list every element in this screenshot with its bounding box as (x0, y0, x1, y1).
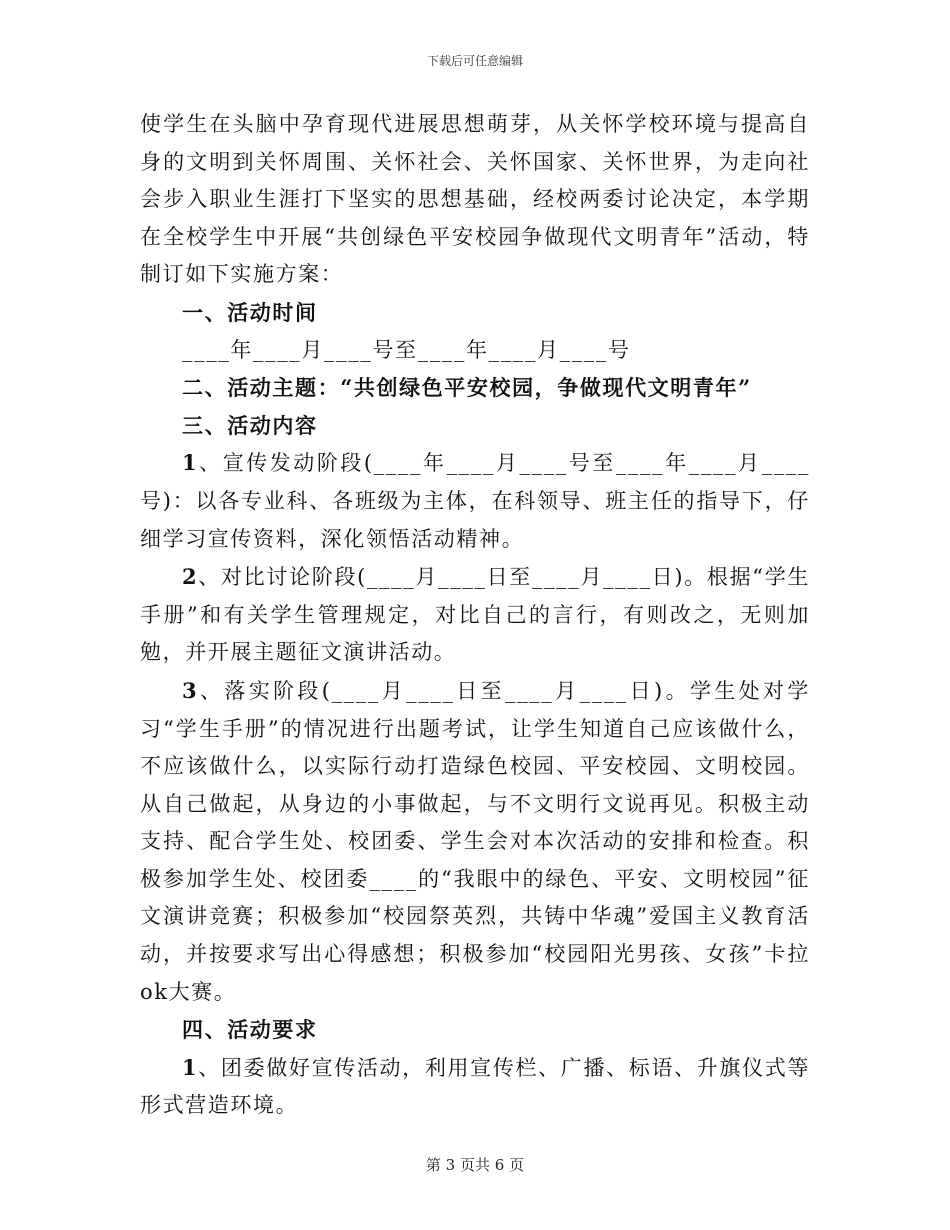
requirement-item-1 (140, 1049, 810, 1125)
page-header: 下载后可任意编辑 (426, 54, 523, 68)
section-heading-requirements: 四、活动要求 (182, 1017, 318, 1043)
content-item-2-text: 、对比讨论阶段(____月____日至____月____日)。根据“学生手册”和有关学生管理规定，对比自己的言行，有则改之，无则加勉，并开展主题征文演讲活动。 (140, 565, 810, 665)
document-body (140, 106, 810, 1125)
page-footer: 第 3 页共 6 页 (425, 1156, 525, 1174)
requirement-item-1-text: 、团委做好宣传活动，利用宣传栏、广播、标语、升旗仪式等形式营造环境。 (140, 1055, 810, 1118)
requirement-item-1-number: 1 (182, 1054, 199, 1080)
content-item-2 (140, 558, 810, 672)
section-heading-time: 一、活动时间 (182, 299, 318, 325)
content-item-3-number: 3 (182, 677, 199, 703)
intro-paragraph: 使学生在头脑中孕育现代进展思想萌芽，从关怀学校环境与提高自身的文明到关怀周围、关怀社会、关怀国家、关怀世界，为走向社会步入职业生涯打下坚实的思想基础，经校两委讨论决定，本学期在全校学生中开展“共创绿色平安校园争做现代文明青年”活动，特制订如下实施方案： (140, 112, 810, 287)
content-item-1-number: 1 (182, 450, 199, 476)
section-heading-theme: 二、活动主题：“共创绿色平安校园，争做现代文明青年” (182, 375, 752, 401)
content-item-3 (140, 672, 810, 1011)
content-item-2-number: 2 (182, 564, 199, 590)
content-item-1 (140, 444, 810, 558)
content-item-1-text: 、宣传发动阶段(____年____月____号至____年____月____号)：以各专业科、各班级为主体，在科领导、班主任的指导下，仔细学习宣传资料，深化领悟活动精神。 (140, 451, 810, 551)
section-heading-content: 三、活动内容 (182, 412, 318, 438)
content-item-3-text: 、落实阶段(____月____日至____月____日)。学生处对学习“学生手册”的情况进行出题考试，让学生知道自己应该做什么，不应该做什么，以实际行动打造绿色校园、平安校园、文明校园。从自己做起，从身边的小事做起，与不文明行文说再见。积极主动支持、配合学生处、校团委、学生会对本次活动的安排和检查。积极参加学生处、校团委____的“我眼中的绿色、平安、文明校园”征文演讲竞赛；积极参加“校园祭英烈，共铸中华魂”爱国主义教育活动，并按要求写出心得感想；积极参加“校园阳光男孩、女孩”卡拉ok大赛。 (140, 678, 810, 1004)
activity-time-text: ____年____月____号至____年____月____号 (182, 337, 631, 362)
